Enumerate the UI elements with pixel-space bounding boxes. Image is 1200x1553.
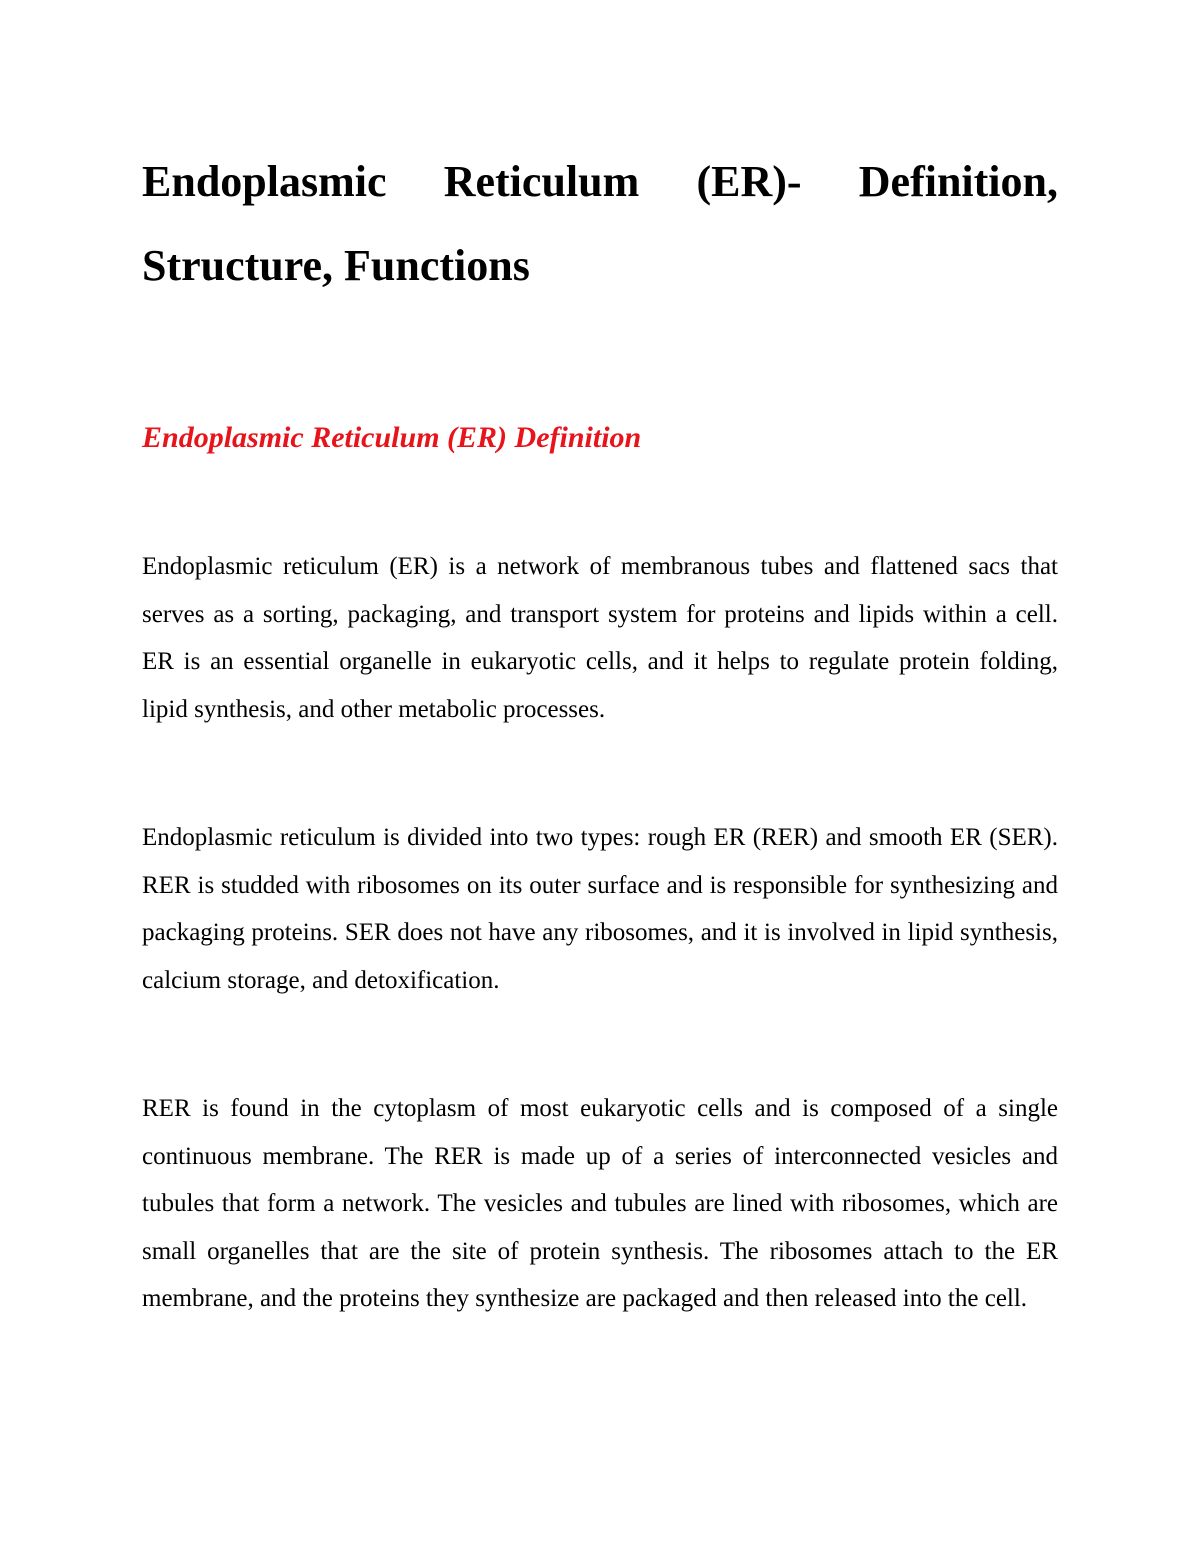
- paragraph-rer-structure: RER is found in the cytoplasm of most eukaryotic cells and is composed of a single continuous membrane. The RER is made up of a series of interconnected vesicles and tubules that form a network. The vesicles and tubules are lined with ribosomes, which are small organelles that are the site of protein synthesis. The ribosomes attach to the ER membrane, and the proteins they synthesize are packaged and then released into the cell.: [142, 1095, 1058, 1312]
- paragraph-er-overview: Endoplasmic reticulum (ER) is a network of membranous tubes and flattened sacs that serves as a sorting, packaging, and transport system for proteins and lipids within a cell. ER is an essential organelle in eukaryotic cells, and it helps to regulate protein folding, lipid synthesis, and other metabolic processes.: [142, 553, 1058, 723]
- paragraph-er-types: Endoplasmic reticulum is divided into two types: rough ER (RER) and smooth ER (SER). RER is studded with ribosomes on its outer surface and is responsible for synthesizing and packaging proteins. SER does not have any ribosomes, and it is involved in lipid synthesis, calcium storage, and detoxification.: [142, 824, 1058, 994]
- section-heading-definition: Endoplasmic Reticulum (ER) Definition: [142, 421, 642, 454]
- document-page: [142, 0, 1058, 1323]
- document-title: Endoplasmic Reticulum (ER)- Definition, Structure, Functions: [142, 157, 1058, 290]
